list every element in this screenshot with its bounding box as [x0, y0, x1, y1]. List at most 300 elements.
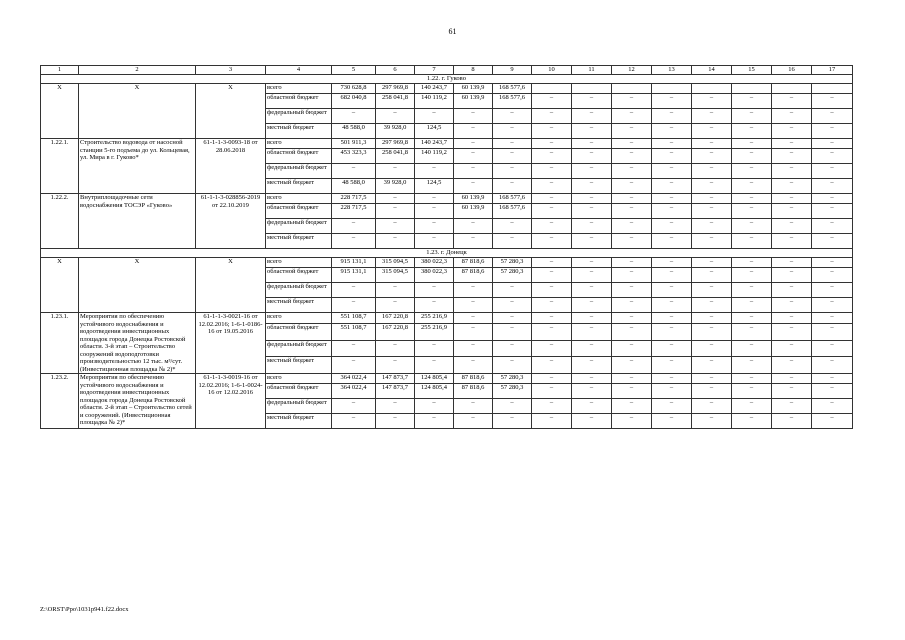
amount-cell: –: [532, 283, 572, 298]
amount-cell: –: [812, 179, 853, 194]
item-name: X: [79, 258, 196, 313]
amount-cell: –: [652, 268, 692, 283]
amount-cell: –: [332, 283, 376, 298]
registration-number: 61-1-1-3-028856-2019 от 22.10.2019: [196, 194, 266, 249]
amount-cell: 87 818,6: [454, 374, 493, 384]
amount-cell: –: [332, 219, 376, 234]
amount-cell: 364 022,4: [332, 384, 376, 399]
amount-cell: –: [415, 204, 454, 219]
amount-cell: –: [652, 258, 692, 268]
funding-source: местный бюджет: [266, 179, 332, 194]
amount-cell: –: [772, 258, 812, 268]
amount-cell: –: [376, 283, 415, 298]
item-number: 1.23.1.: [41, 313, 79, 374]
amount-cell: 60 139,9: [454, 194, 493, 204]
amount-cell: –: [532, 298, 572, 313]
amount-cell: –: [812, 399, 853, 414]
amount-cell: –: [332, 399, 376, 414]
amount-cell: 168 577,6: [493, 204, 532, 219]
amount-cell: –: [692, 283, 732, 298]
amount-cell: 168 577,6: [493, 84, 532, 94]
amount-cell: 228 717,5: [332, 204, 376, 219]
amount-cell: 364 022,4: [332, 374, 376, 384]
amount-cell: –: [732, 399, 772, 414]
amount-cell: –: [612, 384, 652, 399]
amount-cell: –: [454, 139, 493, 149]
amount-cell: –: [732, 219, 772, 234]
funding-source: федеральный бюджет: [266, 109, 332, 124]
amount-cell: –: [493, 234, 532, 249]
amount-cell: –: [415, 164, 454, 179]
table-row: [41, 374, 853, 384]
amount-cell: 167 220,8: [376, 313, 415, 324]
amount-cell: –: [572, 204, 612, 219]
amount-cell: –: [772, 340, 812, 357]
amount-cell: [572, 84, 612, 94]
amount-cell: –: [493, 298, 532, 313]
amount-cell: 57 280,3: [493, 258, 532, 268]
amount-cell: –: [332, 357, 376, 374]
amount-cell: 48 588,0: [332, 179, 376, 194]
amount-cell: –: [732, 258, 772, 268]
amount-cell: –: [532, 139, 572, 149]
column-number: 6: [376, 66, 415, 75]
amount-cell: –: [732, 234, 772, 249]
amount-cell: –: [532, 164, 572, 179]
amount-cell: –: [572, 194, 612, 204]
amount-cell: –: [652, 283, 692, 298]
amount-cell: –: [612, 268, 652, 283]
amount-cell: –: [493, 324, 532, 341]
amount-cell: –: [772, 324, 812, 341]
funding-source: областной бюджет: [266, 324, 332, 341]
amount-cell: –: [692, 258, 732, 268]
amount-cell: –: [532, 384, 572, 399]
amount-cell: –: [692, 357, 732, 374]
amount-cell: –: [732, 340, 772, 357]
amount-cell: –: [415, 298, 454, 313]
amount-cell: –: [376, 204, 415, 219]
amount-cell: –: [812, 219, 853, 234]
amount-cell: 453 323,3: [332, 149, 376, 164]
amount-cell: –: [652, 414, 692, 429]
amount-cell: –: [612, 298, 652, 313]
amount-cell: –: [415, 283, 454, 298]
amount-cell: –: [454, 234, 493, 249]
amount-cell: –: [572, 283, 612, 298]
item-number: 1.22.1.: [41, 139, 79, 194]
amount-cell: –: [812, 164, 853, 179]
amount-cell: 60 139,9: [454, 84, 493, 94]
amount-cell: –: [572, 234, 612, 249]
amount-cell: –: [732, 179, 772, 194]
amount-cell: –: [532, 258, 572, 268]
amount-cell: –: [732, 298, 772, 313]
funding-source: местный бюджет: [266, 298, 332, 313]
amount-cell: –: [692, 109, 732, 124]
budget-table: [40, 65, 853, 429]
amount-cell: –: [812, 124, 853, 139]
amount-cell: –: [332, 234, 376, 249]
amount-cell: –: [652, 124, 692, 139]
amount-cell: –: [572, 179, 612, 194]
amount-cell: –: [532, 374, 572, 384]
amount-cell: –: [812, 139, 853, 149]
amount-cell: –: [532, 124, 572, 139]
amount-cell: –: [415, 109, 454, 124]
amount-cell: –: [772, 234, 812, 249]
amount-cell: –: [812, 258, 853, 268]
amount-cell: 255 216,9: [415, 313, 454, 324]
amount-cell: –: [572, 109, 612, 124]
column-number: 14: [692, 66, 732, 75]
column-number: 17: [812, 66, 853, 75]
amount-cell: –: [772, 164, 812, 179]
amount-cell: 315 094,5: [376, 258, 415, 268]
amount-cell: –: [772, 204, 812, 219]
amount-cell: –: [652, 149, 692, 164]
column-number: 13: [652, 66, 692, 75]
column-number: 12: [612, 66, 652, 75]
amount-cell: –: [572, 357, 612, 374]
funding-source: всего: [266, 84, 332, 94]
amount-cell: –: [772, 268, 812, 283]
amount-cell: 551 108,7: [332, 313, 376, 324]
amount-cell: –: [612, 258, 652, 268]
column-number: 7: [415, 66, 454, 75]
amount-cell: 48 588,0: [332, 124, 376, 139]
amount-cell: –: [692, 340, 732, 357]
section-title: 1.22. г. Гуково: [41, 75, 853, 84]
amount-cell: –: [493, 179, 532, 194]
amount-cell: 140 119,2: [415, 149, 454, 164]
amount-cell: 39 928,0: [376, 124, 415, 139]
amount-cell: [812, 84, 853, 94]
amount-cell: –: [493, 139, 532, 149]
funding-source: местный бюджет: [266, 357, 332, 374]
amount-cell: –: [652, 179, 692, 194]
amount-cell: –: [732, 374, 772, 384]
amount-cell: –: [732, 109, 772, 124]
amount-cell: –: [812, 374, 853, 384]
amount-cell: –: [692, 324, 732, 341]
amount-cell: –: [493, 313, 532, 324]
amount-cell: –: [454, 283, 493, 298]
amount-cell: –: [454, 414, 493, 429]
amount-cell: –: [572, 139, 612, 149]
amount-cell: –: [376, 414, 415, 429]
funding-source: местный бюджет: [266, 234, 332, 249]
amount-cell: –: [692, 124, 732, 139]
amount-cell: 140 119,2: [415, 94, 454, 109]
amount-cell: –: [454, 298, 493, 313]
column-number: 10: [532, 66, 572, 75]
amount-cell: –: [692, 219, 732, 234]
amount-cell: –: [532, 414, 572, 429]
amount-cell: –: [732, 149, 772, 164]
amount-cell: –: [454, 179, 493, 194]
amount-cell: –: [812, 340, 853, 357]
amount-cell: –: [612, 414, 652, 429]
amount-cell: 255 216,9: [415, 324, 454, 341]
amount-cell: –: [652, 313, 692, 324]
amount-cell: –: [812, 149, 853, 164]
amount-cell: –: [652, 374, 692, 384]
amount-cell: –: [772, 384, 812, 399]
amount-cell: –: [772, 94, 812, 109]
amount-cell: –: [652, 204, 692, 219]
amount-cell: –: [732, 357, 772, 374]
amount-cell: –: [572, 313, 612, 324]
amount-cell: –: [812, 94, 853, 109]
amount-cell: –: [493, 340, 532, 357]
amount-cell: –: [572, 399, 612, 414]
amount-cell: [652, 84, 692, 94]
amount-cell: –: [454, 313, 493, 324]
amount-cell: –: [572, 374, 612, 384]
amount-cell: 551 108,7: [332, 324, 376, 341]
amount-cell: –: [415, 234, 454, 249]
amount-cell: –: [732, 384, 772, 399]
amount-cell: –: [652, 340, 692, 357]
file-path-footer: Z:\ORST\Ppo\1031p941.f22.docx: [40, 606, 129, 613]
amount-cell: 730 628,8: [332, 84, 376, 94]
amount-cell: –: [572, 124, 612, 139]
amount-cell: –: [612, 124, 652, 139]
amount-cell: –: [612, 94, 652, 109]
amount-cell: –: [612, 374, 652, 384]
amount-cell: –: [415, 219, 454, 234]
amount-cell: –: [732, 414, 772, 429]
amount-cell: –: [612, 204, 652, 219]
amount-cell: –: [572, 258, 612, 268]
amount-cell: –: [812, 414, 853, 429]
amount-cell: 124 805,4: [415, 384, 454, 399]
amount-cell: –: [376, 340, 415, 357]
amount-cell: –: [812, 234, 853, 249]
amount-cell: –: [732, 324, 772, 341]
amount-cell: 297 969,8: [376, 84, 415, 94]
amount-cell: –: [376, 298, 415, 313]
item-name: Мероприятия по обеспечению устойчивого водоснабжения и водоотведения инвестиционных площадок города Донецка Ростовской области. 2-й этап – Строительство сетей и сооружений. (Инвестиционная площадка № 2)*: [79, 374, 196, 429]
amount-cell: 57 280,3: [493, 268, 532, 283]
amount-cell: –: [732, 204, 772, 219]
amount-cell: –: [812, 109, 853, 124]
amount-cell: –: [612, 179, 652, 194]
amount-cell: –: [415, 194, 454, 204]
amount-cell: –: [692, 179, 732, 194]
funding-source: областной бюджет: [266, 204, 332, 219]
header-row: [41, 66, 853, 75]
amount-cell: –: [772, 313, 812, 324]
amount-cell: –: [772, 149, 812, 164]
funding-source: всего: [266, 374, 332, 384]
amount-cell: 147 873,7: [376, 374, 415, 384]
amount-cell: –: [652, 194, 692, 204]
funding-source: всего: [266, 313, 332, 324]
amount-cell: [532, 84, 572, 94]
funding-source: федеральный бюджет: [266, 283, 332, 298]
amount-cell: –: [376, 399, 415, 414]
column-number: 5: [332, 66, 376, 75]
amount-cell: 915 131,1: [332, 268, 376, 283]
amount-cell: –: [332, 298, 376, 313]
item-number: X: [41, 258, 79, 313]
amount-cell: –: [772, 179, 812, 194]
item-number: 1.23.2.: [41, 374, 79, 429]
amount-cell: –: [532, 194, 572, 204]
amount-cell: [772, 84, 812, 94]
amount-cell: 315 094,5: [376, 268, 415, 283]
funding-source: федеральный бюджет: [266, 399, 332, 414]
amount-cell: 87 818,6: [454, 384, 493, 399]
amount-cell: –: [572, 414, 612, 429]
amount-cell: –: [652, 234, 692, 249]
amount-cell: 167 220,8: [376, 324, 415, 341]
amount-cell: –: [692, 94, 732, 109]
table-row: [41, 84, 853, 94]
amount-cell: –: [415, 414, 454, 429]
amount-cell: –: [532, 234, 572, 249]
registration-number: 61-1-1-3-0021-16 от 12.02.2016; 1-6-1-0186-16 от 19.05.2016: [196, 313, 266, 374]
amount-cell: –: [812, 268, 853, 283]
amount-cell: 57 280,3: [493, 374, 532, 384]
amount-cell: –: [572, 268, 612, 283]
amount-cell: 60 139,9: [454, 204, 493, 219]
amount-cell: 380 022,3: [415, 268, 454, 283]
amount-cell: –: [692, 384, 732, 399]
amount-cell: –: [612, 357, 652, 374]
amount-cell: –: [572, 94, 612, 109]
amount-cell: 124,5: [415, 179, 454, 194]
amount-cell: –: [415, 340, 454, 357]
item-name: X: [79, 84, 196, 139]
amount-cell: 60 139,9: [454, 94, 493, 109]
amount-cell: –: [612, 139, 652, 149]
amount-cell: –: [732, 268, 772, 283]
amount-cell: –: [652, 357, 692, 374]
amount-cell: –: [612, 219, 652, 234]
table-row: [41, 313, 853, 324]
item-number: 1.22.2.: [41, 194, 79, 249]
funding-source: всего: [266, 139, 332, 149]
amount-cell: –: [493, 283, 532, 298]
amount-cell: –: [532, 268, 572, 283]
amount-cell: 501 911,3: [332, 139, 376, 149]
amount-cell: –: [612, 399, 652, 414]
amount-cell: –: [376, 219, 415, 234]
amount-cell: –: [612, 234, 652, 249]
funding-source: областной бюджет: [266, 94, 332, 109]
amount-cell: –: [415, 399, 454, 414]
amount-cell: –: [732, 283, 772, 298]
amount-cell: –: [812, 298, 853, 313]
amount-cell: –: [376, 164, 415, 179]
amount-cell: 380 022,3: [415, 258, 454, 268]
funding-source: федеральный бюджет: [266, 340, 332, 357]
amount-cell: 87 818,6: [454, 268, 493, 283]
amount-cell: –: [532, 109, 572, 124]
column-number: 1: [41, 66, 79, 75]
amount-cell: –: [692, 139, 732, 149]
amount-cell: –: [812, 204, 853, 219]
amount-cell: 124 805,4: [415, 374, 454, 384]
amount-cell: 39 928,0: [376, 179, 415, 194]
amount-cell: [732, 84, 772, 94]
amount-cell: –: [332, 164, 376, 179]
funding-source: местный бюджет: [266, 124, 332, 139]
amount-cell: –: [732, 139, 772, 149]
amount-cell: 140 243,7: [415, 84, 454, 94]
amount-cell: –: [376, 234, 415, 249]
amount-cell: 915 131,1: [332, 258, 376, 268]
amount-cell: –: [772, 139, 812, 149]
amount-cell: –: [652, 298, 692, 313]
column-number: 4: [266, 66, 332, 75]
amount-cell: –: [532, 324, 572, 341]
amount-cell: 87 818,6: [454, 258, 493, 268]
amount-cell: 297 969,8: [376, 139, 415, 149]
amount-cell: –: [454, 324, 493, 341]
amount-cell: –: [812, 194, 853, 204]
amount-cell: –: [376, 194, 415, 204]
amount-cell: –: [692, 204, 732, 219]
item-number: X: [41, 84, 79, 139]
amount-cell: –: [532, 399, 572, 414]
table-row: [41, 194, 853, 204]
amount-cell: –: [493, 164, 532, 179]
registration-number: X: [196, 258, 266, 313]
amount-cell: –: [652, 139, 692, 149]
page-number: 61: [448, 27, 457, 36]
item-name: Внутриплощадочные сети водоснабжения ТОСЭР «Гуково»: [79, 194, 196, 249]
item-name: Мероприятия по обеспечению устойчивого водоснабжения и водоотведения инвестиционных площадок города Донецка Ростовской области. 3-й этап – Строительство сооружений водоподготовки производительностью 12 тыс. м³/сут. (Инвестиционная площадка № 2)*: [79, 313, 196, 374]
amount-cell: –: [493, 399, 532, 414]
amount-cell: –: [493, 109, 532, 124]
amount-cell: –: [612, 313, 652, 324]
amount-cell: –: [812, 357, 853, 374]
amount-cell: –: [652, 94, 692, 109]
amount-cell: –: [772, 357, 812, 374]
amount-cell: –: [493, 149, 532, 164]
amount-cell: –: [772, 374, 812, 384]
amount-cell: –: [454, 357, 493, 374]
table-row: [41, 139, 853, 149]
amount-cell: –: [692, 374, 732, 384]
column-number: 8: [454, 66, 493, 75]
column-number: 3: [196, 66, 266, 75]
amount-cell: –: [652, 109, 692, 124]
amount-cell: –: [652, 324, 692, 341]
amount-cell: –: [493, 357, 532, 374]
funding-source: федеральный бюджет: [266, 164, 332, 179]
amount-cell: –: [652, 164, 692, 179]
amount-cell: –: [532, 313, 572, 324]
amount-cell: –: [732, 194, 772, 204]
amount-cell: –: [493, 219, 532, 234]
amount-cell: –: [454, 109, 493, 124]
amount-cell: –: [532, 357, 572, 374]
amount-cell: –: [532, 204, 572, 219]
amount-cell: –: [732, 164, 772, 179]
amount-cell: –: [652, 219, 692, 234]
amount-cell: –: [772, 414, 812, 429]
amount-cell: –: [692, 194, 732, 204]
amount-cell: 682 040,8: [332, 94, 376, 109]
funding-source: областной бюджет: [266, 268, 332, 283]
amount-cell: –: [532, 149, 572, 164]
amount-cell: –: [612, 340, 652, 357]
